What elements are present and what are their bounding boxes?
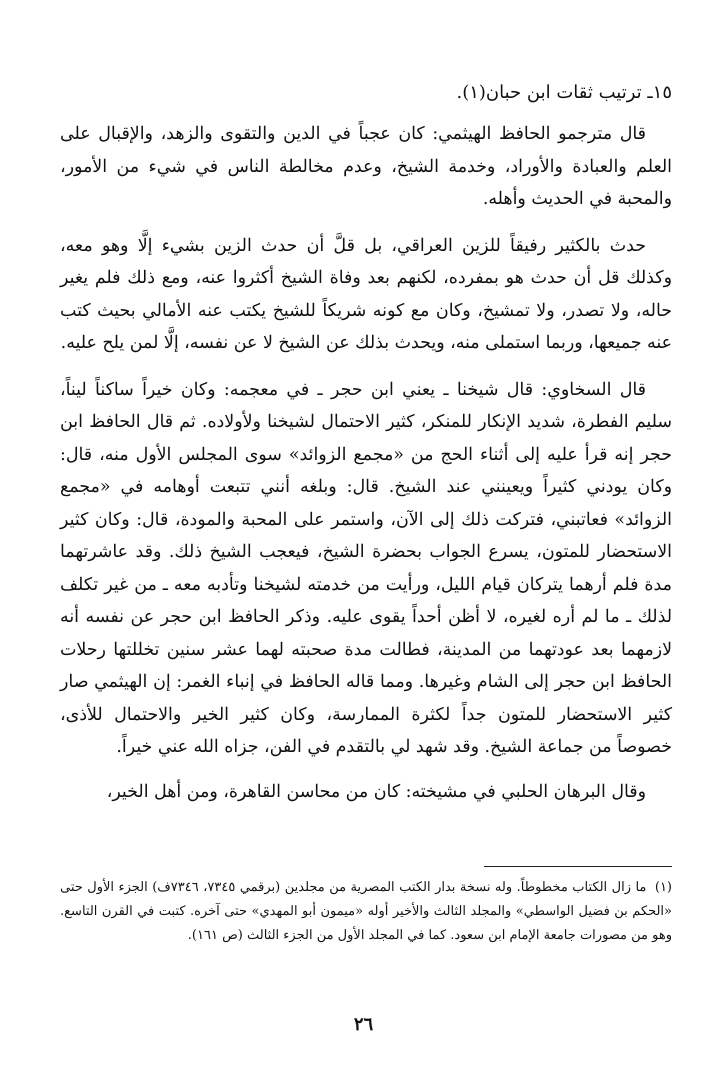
- paragraph-2: حدث بالكثير رفيقاً للزين العراقي، بل قلَّ أن حدث الزين بشيء إلَّا وهو معه، وكذلك قل أن حدث هو بمفرده، لكنهم بعد وفاة الشيخ أكثروا عنه، ومع ذلك فلم يغير حاله، ولا تصدر، ولا تمشيخ، وكان مع كونه شريكاً للشيخ يكتب عنه الأمالي بحيث كتب عنه جميعها، وربما استملى منه، ويحدث بذلك عن الشيخ لا عن نفسه، إلَّا لمن يلح عليه.: [60, 235, 672, 353]
- paragraph-3: قال السخاوي: قال شيخنا ـ يعني ابن حجر ـ في معجمه: وكان خيراً ساكناً ليناً، سليم الفطرة، شديد الإنكار للمنكر، كثير الاحتمال لشيخنا ولأولاده. ثم قال الحافظ ابن حجر إنه قرأ عليه إلى أثناء الحج من «مجمع الزوائد» سوى المجلس الأول منه، قال: وكان يودني كثيراً ويعينني عند الشيخ. قال: وبلغه أنني تتبعت أوهامه في «مجمع الزوائد» فعاتبني، فتركت ذلك إلى الآن، واستمر على المحبة والمودة، قال: وكان كثير الاستحضار للمتون، يسرع الجواب بحضرة الشيخ، فيعجب الشيخ ذلك. وقد عاشرتهما مدة فلم أرهما يتركان قيام الليل، ورأيت من خدمته لشيخنا وتأدبه معه ـ من غير تكلف لذلك ـ ما لم أره لغيره، لا أظن أحداً يقوى عليه. وذكر الحافظ ابن حجر عن نفسه أنه لازمهما بعد عودتهما من المدينة، فطالت مدة صحبته لهما عشر سنين تخللتها رحلات الحافظ ابن حجر إلى الشام وغيرها. ومما قاله الحافظ في إنباء الغمر: إن الهيثمي صار كثير الاستحضار للمتون جداً لكثرة الممارسة، وكان كثير الخير والاحتمال للأذى، خصوصاً من جماعة الشيخ. وقد شهد لي بالتقدم في الفن، جزاه الله عني خيراً.: [60, 379, 672, 757]
- paragraph-4: وقال البرهان الحلبي في مشيخته: كان من محاسن القاهرة، ومن أهل الخير،: [106, 781, 646, 802]
- footnote-marker: (١): [654, 880, 672, 895]
- section-heading: ١٥ـ ترتيب ثقات ابن حبان(١).: [456, 82, 672, 103]
- page-number: ٢٦: [353, 1014, 374, 1035]
- footnote-text: ما زال الكتاب مخطوطاً. وله نسخة بدار الكتب المصرية من مجلدين (برقمي ٧٣٤٥، ٧٣٤٦ف) الجزء الأول حتى «الحكم بن فضيل الواسطي» والمجلد الثالث والأخير أوله «ميمون أبو المهدي» حتى آخره. كتبت في القرن التاسع. وهو من مصورات جامعة الإمام ابن سعود. كما في المجلد الأول من الجزء الثالث (ص ١٦١).: [60, 880, 672, 943]
- main-text: [60, 78, 672, 822]
- footnote: [60, 876, 672, 948]
- paragraph-1: قال مترجمو الحافظ الهيثمي: كان عجباً في الدين والتقوى والزهد، والإقبال على العلم والعبادة والأوراد، وخدمة الشيخ، وعدم مخالطة الناس في شيء من الأمور، والمحبة في الحديث وأهله.: [60, 124, 672, 209]
- footnote-divider: [484, 866, 672, 867]
